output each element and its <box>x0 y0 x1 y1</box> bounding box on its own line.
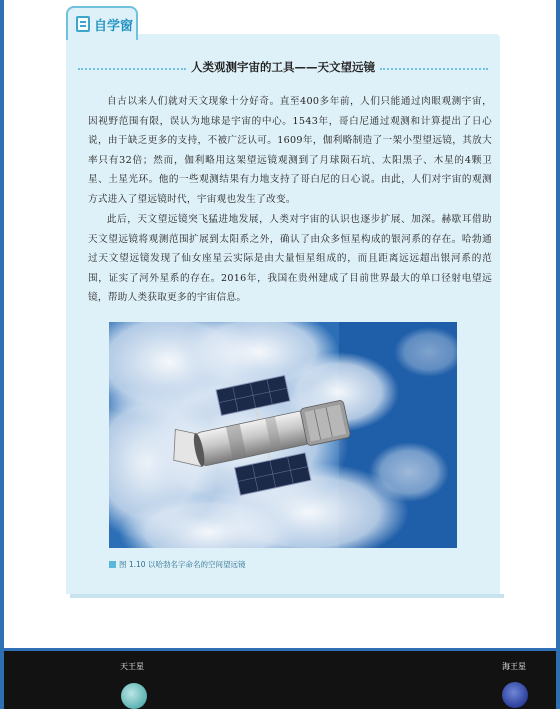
planet-label-uranus: 天王星 <box>120 662 144 671</box>
notebook-icon <box>76 16 90 32</box>
tab-label: 自学窗 <box>94 19 134 34</box>
hubble-telescope-photo <box>109 322 457 548</box>
planet-strip <box>4 651 556 709</box>
caption-marker <box>109 561 116 568</box>
figure-caption: 图 1.10 以哈勃名字命名的空间望远镜 <box>119 560 246 569</box>
self-study-tab <box>66 6 138 40</box>
article-title-row <box>78 58 488 78</box>
article-title: 人类观测宇宙的工具——天文望远镜 <box>191 60 375 74</box>
uranus-planet-image <box>121 683 147 709</box>
page-frame-left <box>0 0 4 709</box>
page-frame-right <box>556 0 560 709</box>
neptune-planet-image <box>502 682 528 708</box>
article-paragraph-2: 此后，天文望远镜突飞猛进地发展，人类对宇宙的认识也逐步扩展、加深。赫歇耳借助天文望远镜将观测范围扩展到太阳系之外，确认了由众多恒星构成的银河系的存在。哈勃通过天文望远镜发现了仙女座星云实际是由大量恒星组成的，而且距离远远超出银河系的范围，证实了河外星系的存在。2016年，我国在贵州建成了目前世界最大的单口径射电望远镜，帮助人类获取更多的宇宙信息。 <box>88 214 492 304</box>
article-paragraph-1: 自古以来人们就对天文现象十分好奇。直至400多年前，人们只能通过肉眼观测宇宙，因视野范围有限，误认为地球是宇宙的中心。1543年，哥白尼通过观测和计算提出了日心说，由于缺乏更多的支持，不被广泛认可。1609年，伽利略制造了一架小型望远镜，其放大率只有32倍；然而，伽利略用这架望远镜观测到了月球陨石坑、太阳黑子、木星的4颗卫星、土星光环。他的一些观测结果有力地支持了哥白尼的日心说。由此，人们对宇宙的观测方式进入了望远镜时代，宇宙观也发生了改变。 <box>88 96 492 205</box>
panel-shadow <box>70 594 504 598</box>
planet-label-neptune: 海王星 <box>502 662 526 671</box>
title-divider-right <box>380 68 488 70</box>
